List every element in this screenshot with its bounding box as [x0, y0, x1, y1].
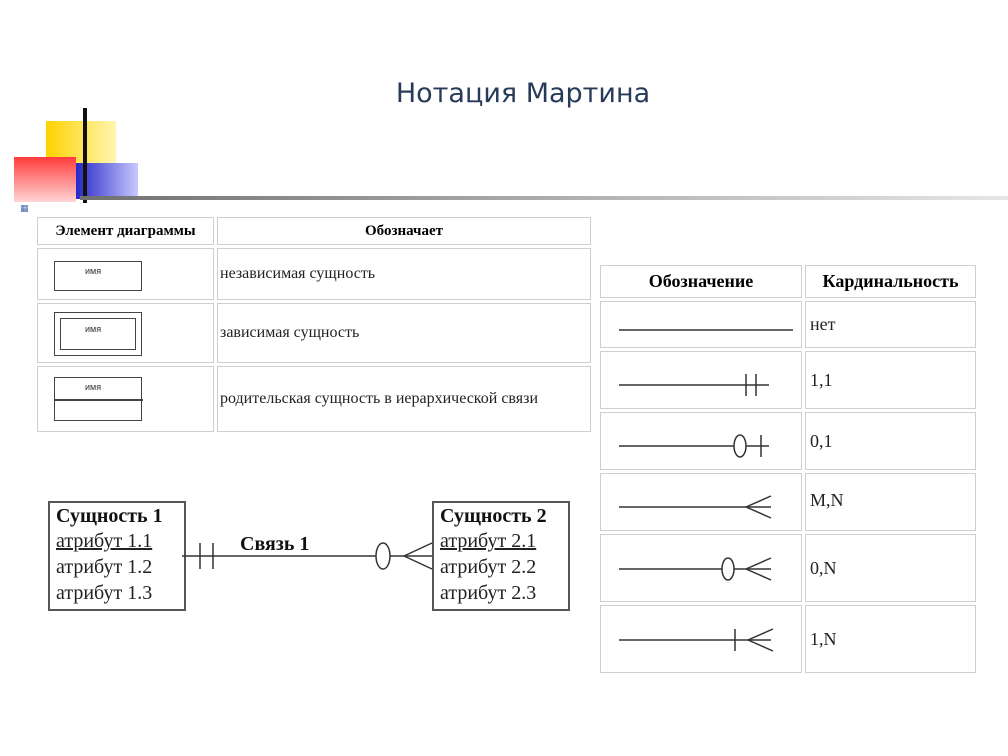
table1-header-element: Элемент диаграммы — [37, 217, 214, 245]
table1-meaning-cell: родительская сущность в иерархической связи — [217, 366, 591, 432]
cardinality-zero-many: 0,N — [805, 534, 976, 602]
table1-meaning-cell: зависимая сущность — [217, 303, 591, 363]
red-square-decoration — [14, 157, 76, 202]
entity-name-label: имя — [85, 324, 102, 334]
entity-name-label: имя — [85, 382, 102, 392]
crowfoot-symbol — [600, 473, 802, 531]
entity1-name: Сущность 1 — [56, 505, 163, 527]
vertical-line-decoration — [83, 108, 87, 203]
entity1-box — [48, 501, 186, 611]
entity-name-label: имя — [85, 266, 102, 276]
entity2-attribute: атрибут 2.1 — [440, 530, 537, 552]
entity2-attribute: атрибут 2.2 — [440, 556, 537, 578]
circle-bar-symbol — [600, 412, 802, 470]
dependent-entity-symbol — [37, 303, 214, 363]
cardinality-one-many: 1,N — [805, 605, 976, 673]
cardinality-one-one: 1,1 — [805, 351, 976, 409]
cardinality-many-many: M,N — [805, 473, 976, 531]
entity2-name: Сущность 2 — [440, 505, 547, 527]
entity1-attribute: атрибут 1.2 — [56, 556, 153, 578]
cardinality-none: нет — [805, 301, 976, 348]
circle-crowfoot-symbol — [600, 534, 802, 602]
cardinality-zero-one: 0,1 — [805, 412, 976, 470]
diagram-elements-table — [34, 214, 594, 435]
plain-line-symbol — [600, 301, 802, 348]
page-title: Нотация Мартина — [395, 78, 651, 109]
cardinality-table — [597, 262, 979, 676]
parent-entity-symbol — [37, 366, 214, 432]
horizontal-rule — [80, 196, 1008, 200]
entity2-attribute: атрибут 2.3 — [440, 582, 537, 604]
relationship-label: Связь 1 — [240, 533, 310, 555]
relationship-line — [182, 525, 442, 585]
table1-meaning-cell: независимая сущность — [217, 248, 591, 300]
bar-crowfoot-symbol — [600, 605, 802, 673]
table2-header-symbol: Обозначение — [600, 265, 802, 298]
example-er-diagram — [40, 495, 580, 620]
independent-entity-symbol — [37, 248, 214, 300]
table2-header-cardinality: Кардинальность — [805, 265, 976, 298]
small-icon: ▦ — [20, 204, 29, 214]
entity1-attribute: атрибут 1.1 — [56, 530, 153, 552]
entity1-attribute: атрибут 1.3 — [56, 582, 153, 604]
double-bar-symbol — [600, 351, 802, 409]
table1-header-meaning: Обозначает — [217, 217, 591, 245]
entity2-box — [432, 501, 570, 611]
